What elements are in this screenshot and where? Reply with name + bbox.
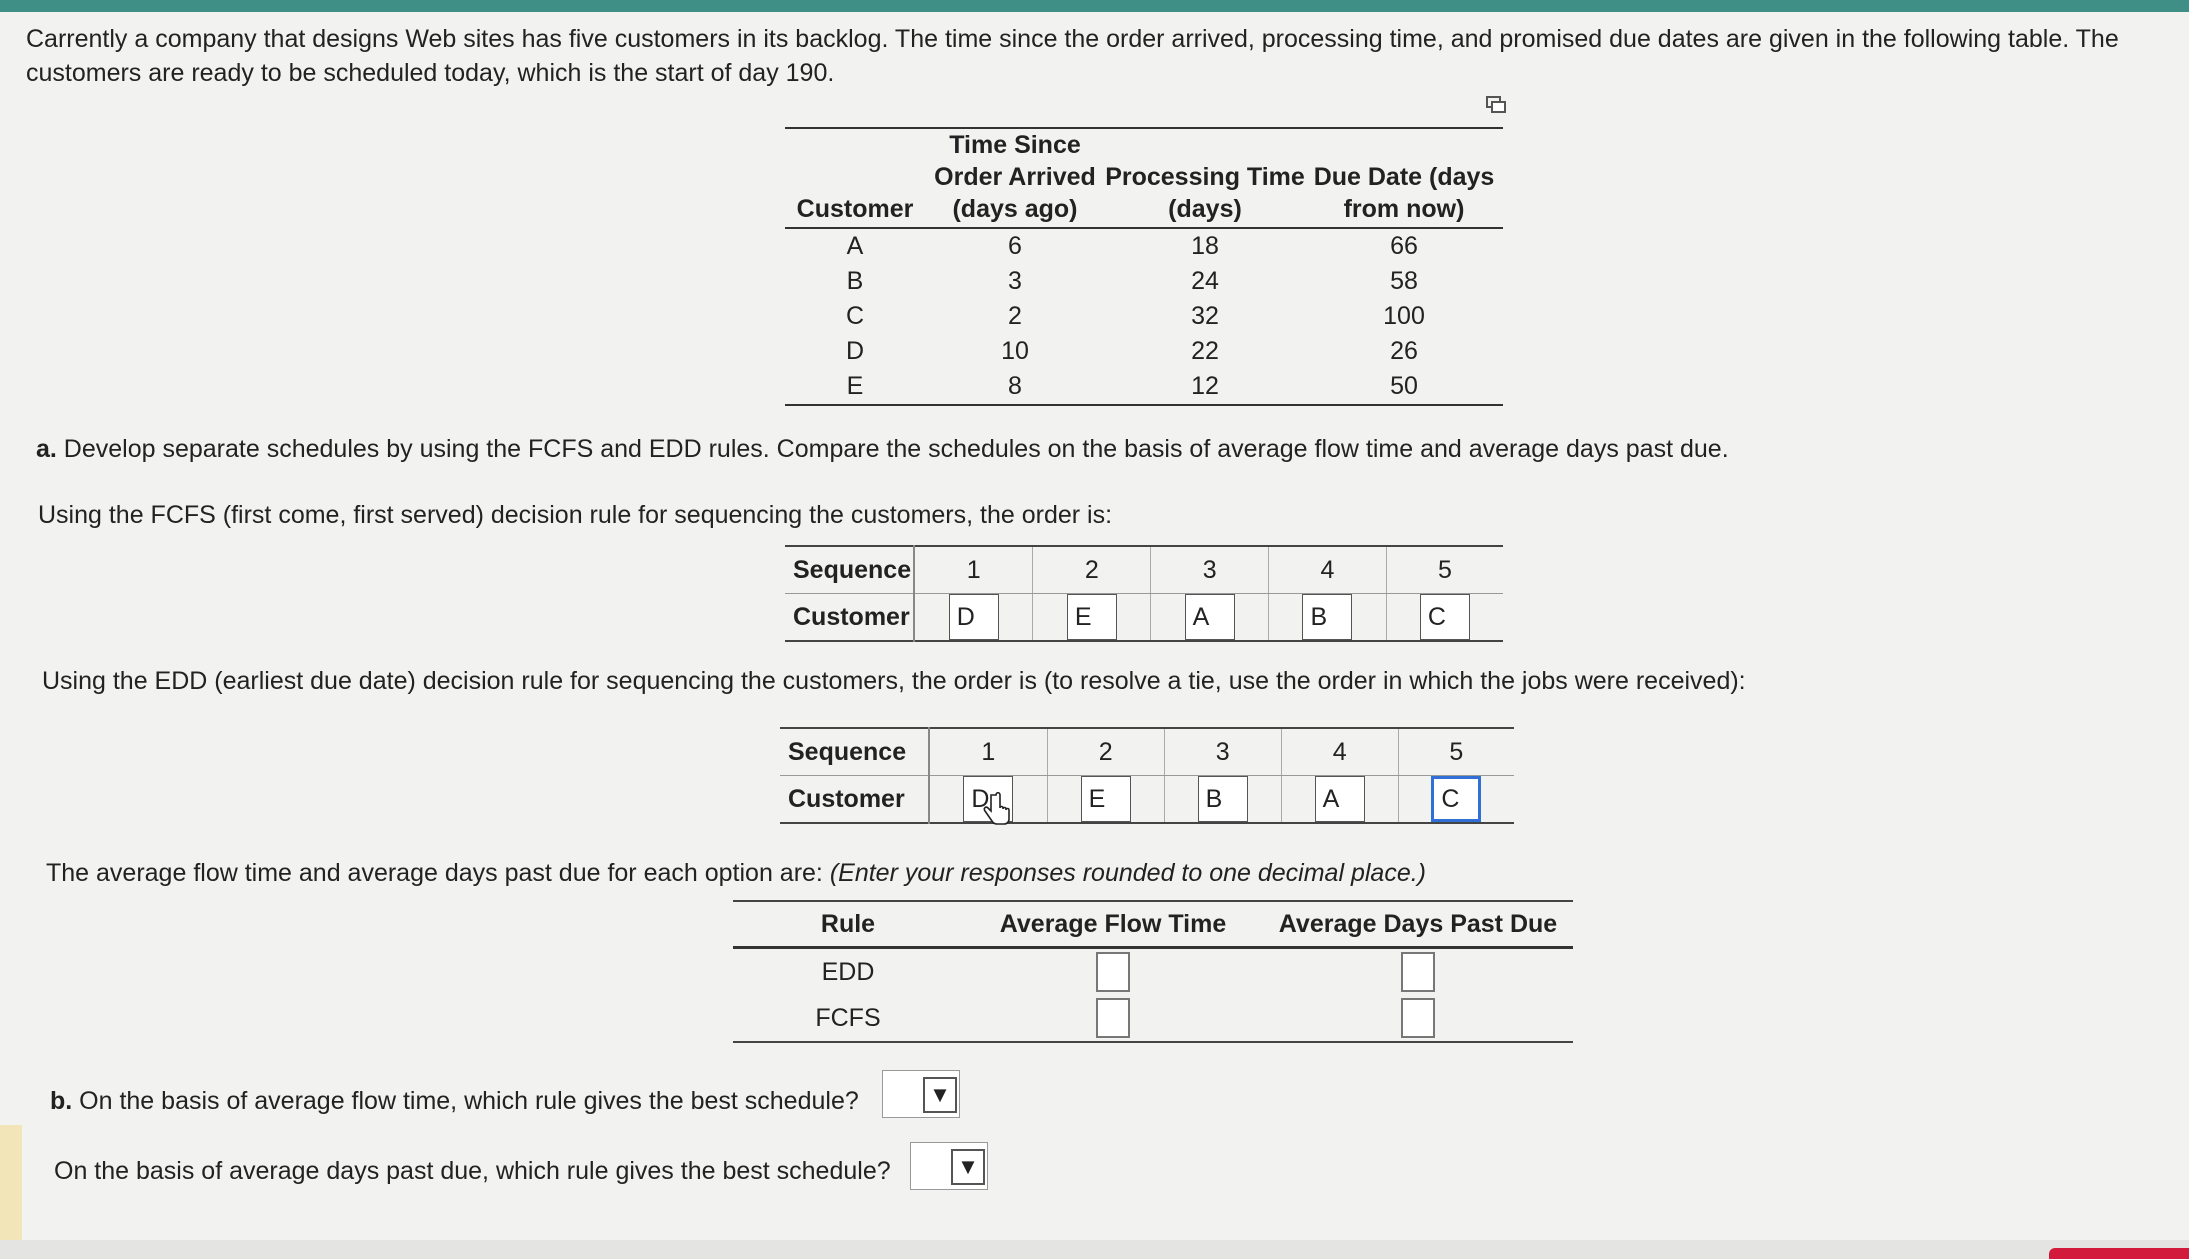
- cell-customer: D: [845, 337, 865, 365]
- cell-time-since: 3: [1008, 267, 1022, 295]
- table-row: [785, 334, 1503, 369]
- cell-processing: 22: [1191, 337, 1219, 365]
- edd-customer-input-4[interactable]: A: [1315, 776, 1365, 822]
- fcfs-prompt: Using the FCFS (first come, first served) decision rule for sequencing the customers, the order is:: [38, 501, 1113, 529]
- edd-avg-flow-input[interactable]: [1096, 952, 1130, 992]
- sequence-number: 1: [929, 728, 1047, 776]
- fcfs-customer-input-3[interactable]: A: [1185, 594, 1235, 640]
- cell-due: 66: [1390, 232, 1418, 260]
- part-a-text: Develop separate schedules by using the FCFS and EDD rules. Compare the schedules on the basis of average flow time and average days past due.: [56, 435, 1729, 463]
- cell-due: 58: [1390, 267, 1418, 295]
- edd-customer-input-2[interactable]: E: [1081, 776, 1131, 822]
- fcfs-sequence-table: [785, 545, 1503, 642]
- copy-table-icon[interactable]: [1486, 96, 1506, 114]
- header-processing: Processing Time (days): [1105, 128, 1305, 228]
- table-row: [785, 369, 1503, 405]
- hand-cursor-icon: [982, 792, 1012, 828]
- edd-sequence-table: [780, 727, 1514, 824]
- past-due-rule-dropdown[interactable]: [910, 1142, 988, 1190]
- cell-customer: B: [846, 267, 864, 295]
- cell-customer: C: [845, 302, 865, 330]
- cell-time-since: 8: [1008, 372, 1022, 400]
- results-table: [733, 900, 1573, 1043]
- fcfs-sequence-label: Sequence: [785, 546, 914, 594]
- cell-processing: 18: [1191, 232, 1219, 260]
- fcfs-customer-input-4[interactable]: B: [1302, 594, 1352, 640]
- fcfs-customer-input-5[interactable]: C: [1420, 594, 1470, 640]
- customer-data-table: [785, 127, 1503, 406]
- part-b-question-1: [50, 1084, 859, 1118]
- flow-time-rule-dropdown[interactable]: [882, 1070, 960, 1118]
- rounding-note: (Enter your responses rounded to one decimal place.): [829, 859, 1426, 887]
- part-a-prompt: [36, 432, 1729, 466]
- edd-customer-label: Customer: [780, 776, 929, 824]
- edd-avg-past-due-input[interactable]: [1401, 952, 1435, 992]
- edd-customer-input-5[interactable]: C: [1431, 776, 1481, 822]
- cell-time-since: 10: [1001, 337, 1029, 365]
- part-a-label: a.: [36, 435, 57, 463]
- left-edge-strip: [0, 1125, 22, 1245]
- part-b-label: b.: [50, 1087, 73, 1115]
- cell-due: 50: [1390, 372, 1418, 400]
- sequence-number: 4: [1281, 728, 1398, 776]
- table-row: [733, 948, 1573, 996]
- edd-prompt: Using the EDD (earliest due date) decision rule for sequencing the customers, the order is (to resolve a tie, use the order in which the jobs were received):: [42, 667, 1746, 695]
- edd-customer-input-1[interactable]: D: [963, 776, 1013, 822]
- edd-customer-input-3[interactable]: B: [1198, 776, 1248, 822]
- problem-intro: Carrently a company that designs Web sites has five customers in its backlog. The time since the order arrived, processing time, and promised due dates are given in the following table. The customers are ready to be scheduled today, which is the start of day 190.: [26, 25, 2119, 87]
- rule-label: EDD: [821, 957, 875, 986]
- header-avg-days-past-due: Average Days Past Due: [1263, 901, 1573, 948]
- chevron-down-icon[interactable]: ▼: [923, 1077, 957, 1113]
- table-row: [785, 228, 1503, 264]
- header-time-since: Time Since Order Arrived (days ago): [925, 128, 1105, 228]
- cell-time-since: 2: [1008, 302, 1022, 330]
- rule-label: FCFS: [815, 1003, 881, 1032]
- sequence-number: 2: [1047, 728, 1164, 776]
- bottom-band: [0, 1240, 2189, 1259]
- average-text: The average flow time and average days past due for each option are:: [46, 859, 830, 887]
- cell-due: 26: [1390, 337, 1418, 365]
- bottom-red-tab[interactable]: [2049, 1248, 2189, 1259]
- sequence-number: 1: [914, 546, 1033, 594]
- cell-time-since: 6: [1008, 232, 1022, 260]
- sequence-number: 5: [1386, 546, 1503, 594]
- sequence-number: 3: [1151, 546, 1269, 594]
- fcfs-customer-input-2[interactable]: E: [1067, 594, 1117, 640]
- part-b-q1-text: On the basis of average flow time, which rule gives the best schedule?: [72, 1087, 859, 1115]
- sequence-number: 5: [1398, 728, 1514, 776]
- table-row: [733, 995, 1573, 1042]
- part-b-question-2: On the basis of average days past due, which rule gives the best schedule?: [54, 1157, 891, 1185]
- sequence-number: 4: [1269, 546, 1387, 594]
- chevron-down-icon[interactable]: ▼: [951, 1149, 985, 1185]
- cell-customer: A: [846, 232, 864, 260]
- average-prompt: [46, 856, 1426, 890]
- header-avg-flow-time: Average Flow Time: [963, 901, 1263, 948]
- cell-due: 100: [1383, 302, 1425, 330]
- header-rule: Rule: [733, 901, 963, 948]
- sequence-number: 2: [1033, 546, 1151, 594]
- table-row: [785, 264, 1503, 299]
- sequence-number: 3: [1164, 728, 1281, 776]
- table-row: [785, 299, 1503, 334]
- edd-sequence-label: Sequence: [780, 728, 929, 776]
- header-customer: Customer: [785, 128, 925, 228]
- cell-processing: 32: [1191, 302, 1219, 330]
- cell-customer: E: [846, 372, 864, 400]
- cell-processing: 12: [1191, 372, 1219, 400]
- fcfs-customer-input-1[interactable]: D: [949, 594, 999, 640]
- top-bar: [0, 0, 2189, 12]
- cell-processing: 24: [1191, 267, 1219, 295]
- fcfs-avg-flow-input[interactable]: [1096, 998, 1130, 1038]
- fcfs-customer-label: Customer: [785, 594, 914, 642]
- fcfs-avg-past-due-input[interactable]: [1401, 998, 1435, 1038]
- header-due-date: Due Date (days from now): [1305, 128, 1503, 228]
